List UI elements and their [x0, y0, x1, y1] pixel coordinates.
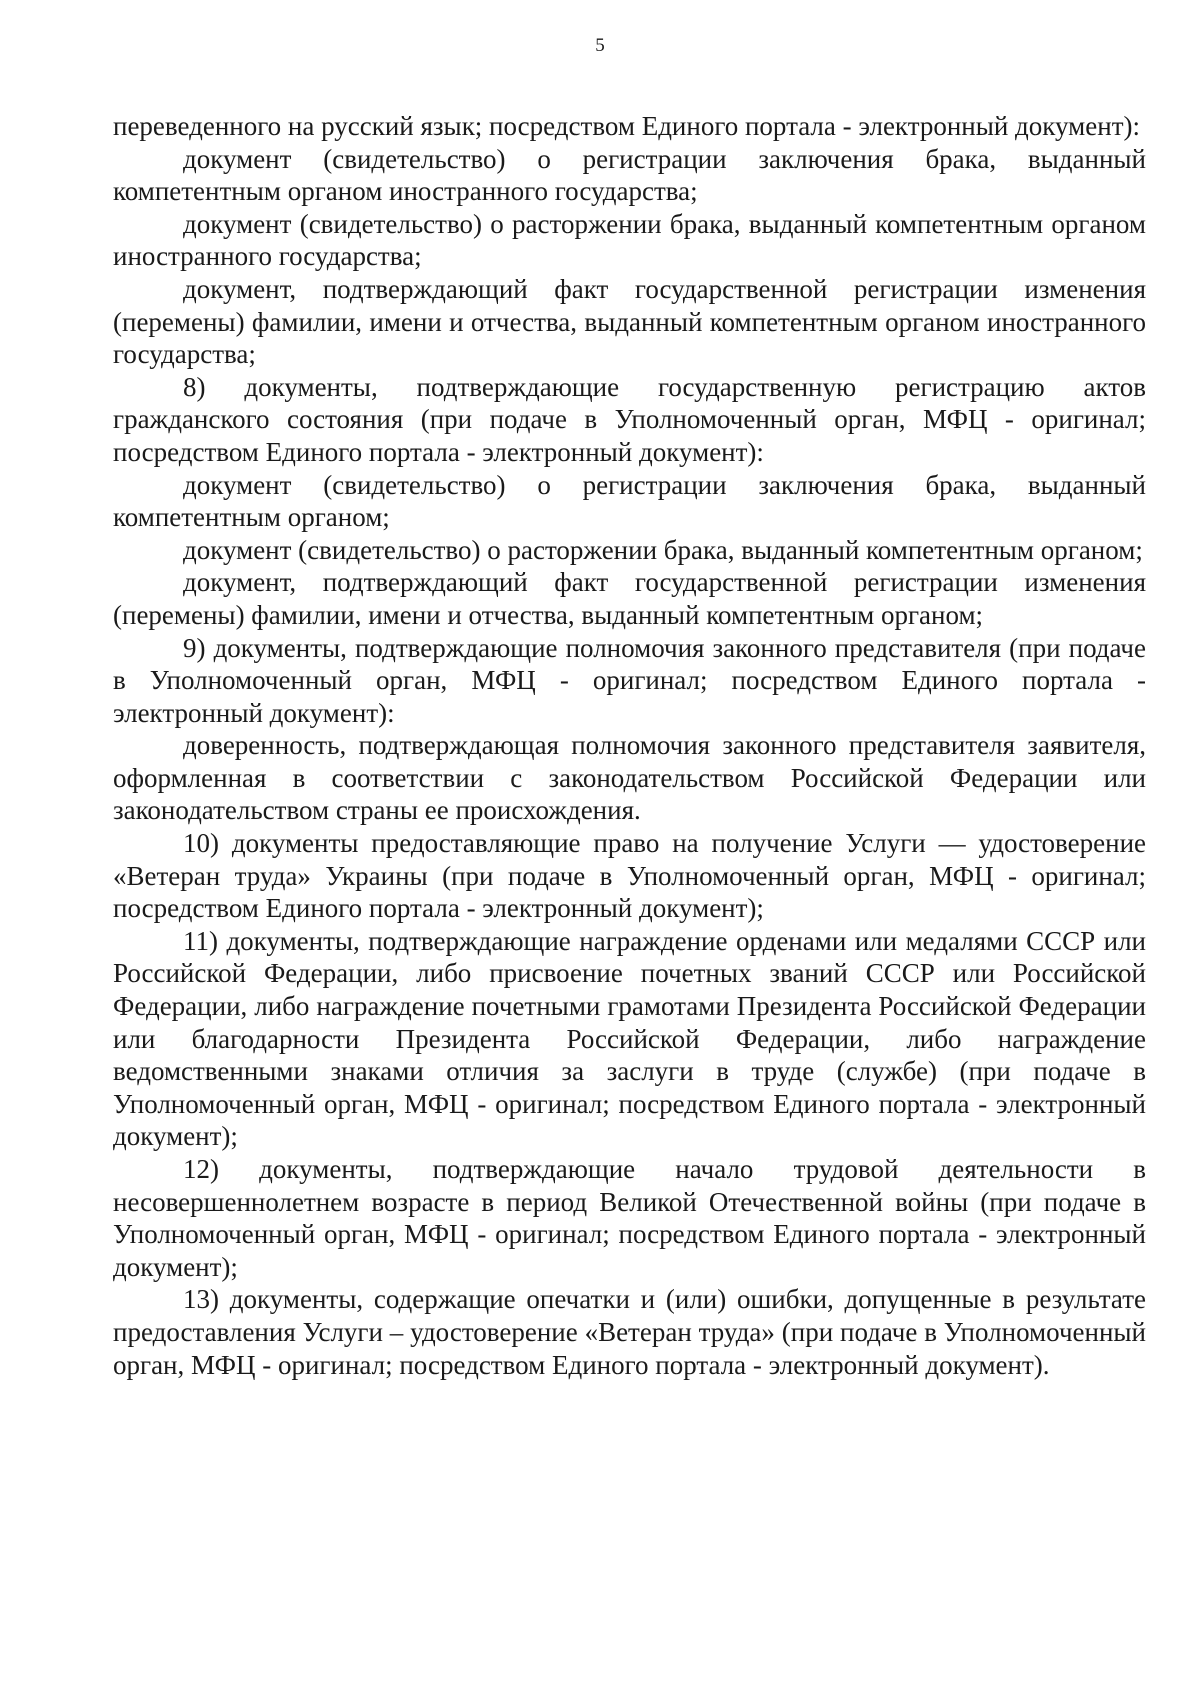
- list-item-13: 13) документы, содержащие опечатки и (или) ошибки, допущенные в результате предоставления Услуги – удостоверение «Ветеран труда» (при подаче в Уполномоченный орган, МФЦ - оригинал; посредством Единого портала - электронный документ).: [113, 1284, 1146, 1380]
- document-body: [113, 110, 1146, 1381]
- paragraph: документ (свидетельство) о регистрации заключения брака, выданный компетентным органом иностранного государства;: [113, 143, 1146, 207]
- paragraph: документ (свидетельство) о расторжении брака, выданный компетентным органом иностранного государства;: [113, 208, 1146, 272]
- list-item-9: 9) документы, подтверждающие полномочия законного представителя (при подаче в Уполномоченный орган, МФЦ - оригинал; посредством Единого портала - электронный документ):: [113, 632, 1146, 728]
- page-number: 5: [595, 35, 605, 56]
- paragraph: документ (свидетельство) о регистрации заключения брака, выданный компетентным органом;: [113, 469, 1146, 533]
- list-item-8: 8) документы, подтверждающие государственную регистрацию актов гражданского состояния (при подаче в Уполномоченный орган, МФЦ - оригинал; посредством Единого портала - электронный документ):: [113, 371, 1146, 467]
- paragraph: документ, подтверждающий факт государственной регистрации изменения (перемены) фамилии, имени и отчества, выданный компетентным органом иностранного государства;: [113, 273, 1146, 370]
- paragraph: доверенность, подтверждающая полномочия законного представителя заявителя, оформленная в соответствии с законодательством Российской Федерации или законодательством страны ее происхождения.: [113, 730, 1146, 826]
- list-item-12: 12) документы, подтверждающие начало трудовой деятельности в несовершеннолетнем возрасте в период Великой Отечественной войны (при подаче в Уполномоченный орган, МФЦ - оригинал; посредством Единого портала - электронный документ);: [113, 1154, 1146, 1282]
- list-item-10: 10) документы предоставляющие право на получение Услуги — удостоверение «Ветеран труда» Украины (при подаче в Уполномоченный орган, МФЦ - оригинал; посредством Единого портала - электронный документ);: [113, 828, 1146, 924]
- paragraph: переведенного на русский язык; посредством Единого портала - электронный документ):: [113, 111, 1140, 141]
- paragraph: документ (свидетельство) о расторжении брака, выданный компетентным органом;: [183, 534, 1143, 565]
- paragraph: документ, подтверждающий факт государственной регистрации изменения (перемены) фамилии, имени и отчества, выданный компетентным органом;: [113, 567, 1146, 630]
- list-item-11: 11) документы, подтверждающие награждение орденами или медалями СССР или Российской Федерации, либо присвоение почетных званий СССР или Российской Федерации, либо награждение почетными грамотами Президента Российской Федерации или благодарности Президента Российской Федерации, либо награждение ведомственными знаками отличия за заслуги в труде (службе) (при подаче в Уполномоченный орган, МФЦ - оригинал; посредством Единого портала - электронный документ);: [113, 925, 1146, 1152]
